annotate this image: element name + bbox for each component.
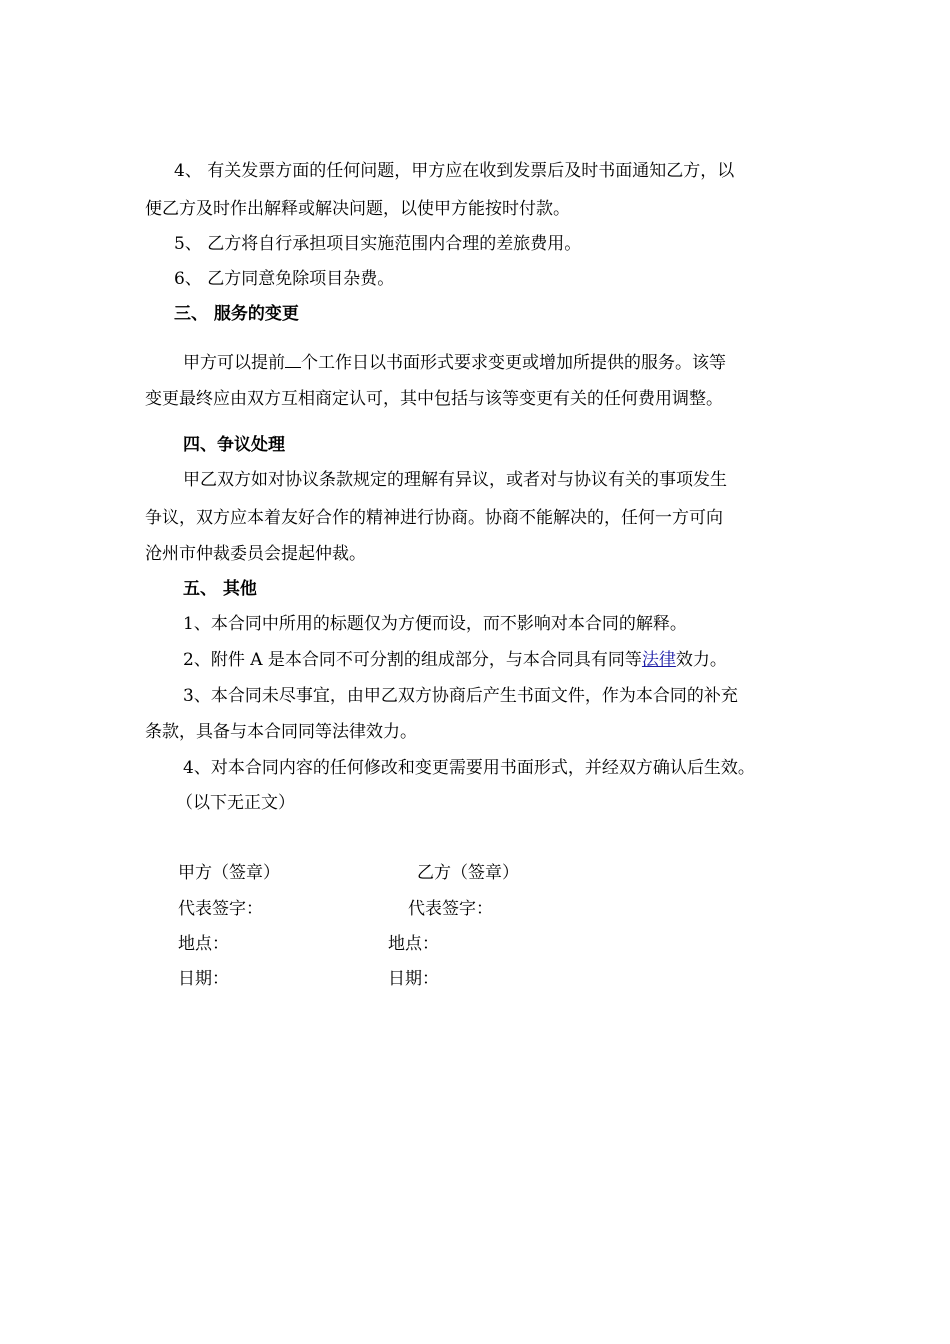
section3-para-line2: 变更最终应由双方互相商定认可，其中包括与该等变更有关的任何费用调整。 bbox=[145, 389, 723, 409]
party-a-rep: 代表签字： bbox=[178, 899, 263, 919]
section3-heading: 三、 服务的变更 bbox=[174, 304, 299, 324]
section4-para-line3: 沧州市仲裁委员会提起仲裁。 bbox=[145, 544, 366, 564]
party-a-place: 地点： bbox=[178, 934, 229, 954]
end-note: （以下无正文） bbox=[176, 793, 295, 813]
section5-item3-line2: 条款，具备与本合同同等法律效力。 bbox=[145, 722, 417, 742]
item5: 5、 乙方将自行承担项目实施范围内合理的差旅费用。 bbox=[174, 234, 582, 254]
section3-para-line1 bbox=[183, 350, 726, 374]
item4-line1: 4、 有关发票方面的任何问题，甲方应在收到发票后及时书面通知乙方，以 bbox=[174, 161, 735, 181]
party-a-seal: 甲方（签章） bbox=[178, 863, 280, 883]
section5-item2-b: 效力。 bbox=[675, 650, 727, 670]
party-b-date: 日期： bbox=[388, 969, 439, 989]
section5-item2 bbox=[183, 648, 727, 672]
section5-item2-a: 2、附件 A 是本合同不可分割的组成部分，与本合同具有同等 bbox=[183, 650, 642, 670]
section3-para-line1-a: 甲方可以提前 bbox=[183, 353, 285, 373]
section5-item1: 1、本合同中所用的标题仅为方便而设，而不影响对本合同的解释。 bbox=[183, 614, 687, 634]
party-b-seal: 乙方（签章） bbox=[417, 863, 519, 883]
section4-para-line1: 甲乙双方如对协议条款规定的理解有异议，或者对与协议有关的事项发生 bbox=[183, 470, 727, 490]
blank-underline bbox=[285, 350, 301, 368]
section5-heading: 五、 其他 bbox=[183, 579, 257, 599]
section5-item4: 4、对本合同内容的任何修改和变更需要用书面形式，并经双方确认后生效。 bbox=[183, 758, 755, 778]
section3-para-line1-b: 个工作日以书面形式要求变更或增加所提供的服务。该等 bbox=[301, 353, 726, 373]
section4-heading: 四、争议处理 bbox=[183, 435, 285, 455]
party-a-date: 日期： bbox=[178, 969, 229, 989]
party-b-rep: 代表签字： bbox=[408, 899, 493, 919]
party-b-place: 地点： bbox=[388, 934, 439, 954]
item6: 6、 乙方同意免除项目杂费。 bbox=[174, 269, 395, 289]
section5-item3-line1: 3、本合同未尽事宜，由甲乙双方协商后产生书面文件，作为本合同的补充 bbox=[183, 686, 738, 706]
section4-para-line2: 争议，双方应本着友好合作的精神进行协商。协商不能解决的，任何一方可向 bbox=[145, 508, 723, 528]
item4-line2: 便乙方及时作出解释或解决问题，以使甲方能按时付款。 bbox=[145, 199, 570, 219]
law-link[interactable]: 法律 bbox=[641, 650, 676, 670]
